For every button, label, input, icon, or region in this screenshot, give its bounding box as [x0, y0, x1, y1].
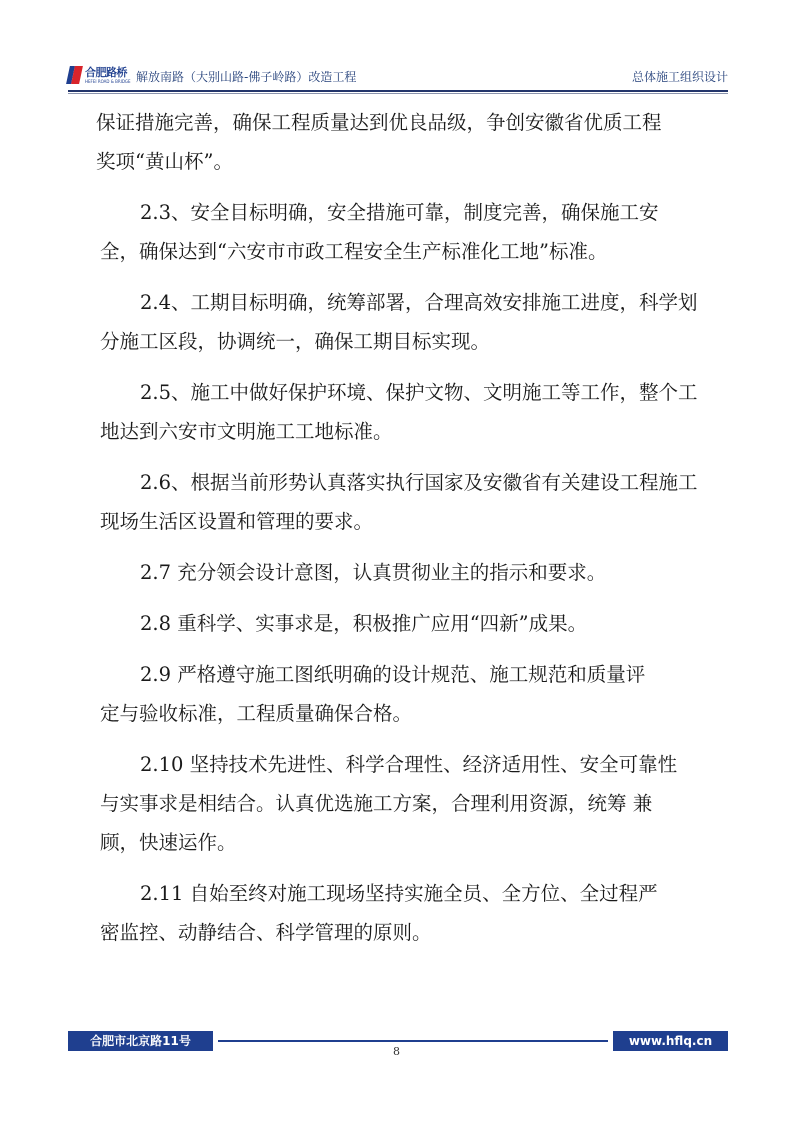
footer-rule [218, 1040, 608, 1042]
paragraph [100, 193, 720, 271]
paragraph [100, 373, 720, 451]
footer-website-link[interactable]: www.hflq.cn [613, 1031, 728, 1051]
page-header [68, 62, 728, 88]
text-line: 2.3、安全目标明确，安全措施可靠，制度完善，确保施工安 [140, 201, 659, 224]
text-line: 与实事求是相结合。认真优选施工方案，合理利用资源，统筹 兼 [100, 792, 653, 815]
document-title: 总体施工组织设计 [631, 70, 728, 84]
text-line: 2.7 充分领会设计意图，认真贯彻业主的指示和要求。 [140, 561, 607, 584]
text-line: 定与验收标准，工程质量确保合格。 [100, 702, 413, 725]
project-title: 解放南路（大别山路-佛子岭路）改造工程 [136, 70, 357, 84]
header-rule-thin [68, 93, 728, 94]
paragraph [100, 655, 720, 733]
text-line: 全，确保达到“六安市市政工程安全生产标准化工地”标准。 [100, 240, 608, 263]
header-rule [68, 90, 728, 92]
company-logo [68, 64, 131, 86]
text-line: 地达到六安市文明施工工地标准。 [100, 420, 393, 443]
text-line: 2.9 严格遵守施工图纸明确的设计规范、施工规范和质量评 [140, 663, 646, 686]
text-line: 2.5、施工中做好保护环境、保护文物、文明施工等工作，整个工 [140, 381, 698, 404]
text-line: 2.11 自始至终对施工现场坚持实施全员、全方位、全过程严 [140, 882, 658, 905]
logo-subtext: HEFEI ROAD & BRIDGE [85, 78, 131, 84]
text-line: 现场生活区设置和管理的要求。 [100, 510, 374, 533]
footer-address: 合肥市北京路11号 [68, 1031, 213, 1051]
paragraph [96, 103, 720, 181]
text-line: 2.8 重科学、实事求是，积极推广应用“四新”成果。 [140, 612, 588, 635]
text-line: 保证措施完善，确保工程质量达到优良品级，争创安徽省优质工程 [96, 111, 662, 134]
paragraph [100, 553, 720, 592]
text-line: 2.6、根据当前形势认真落实执行国家及安徽省有关建设工程施工 [140, 471, 698, 494]
paragraph [100, 874, 720, 952]
text-line: 顾，快速运作。 [100, 831, 237, 854]
text-line: 2.10 坚持技术先进性、科学合理性、经济适用性、安全可靠性 [140, 753, 678, 776]
logo-mark-icon [68, 66, 82, 84]
paragraph [100, 283, 720, 361]
document-body [96, 103, 720, 952]
page-number: 8 [393, 1045, 400, 1058]
text-line: 2.4、工期目标明确，统筹部署，合理高效安排施工进度，科学划 [140, 291, 698, 314]
text-line: 奖项“黄山杯”。 [96, 150, 233, 173]
paragraph [100, 604, 720, 643]
paragraph [100, 463, 720, 541]
logo-text: 合肥路桥 [85, 65, 127, 79]
text-line: 密监控、动静结合、科学管理的原则。 [100, 921, 432, 944]
paragraph [100, 745, 720, 862]
text-line: 分施工区段，协调统一，确保工期目标实现。 [100, 330, 491, 353]
